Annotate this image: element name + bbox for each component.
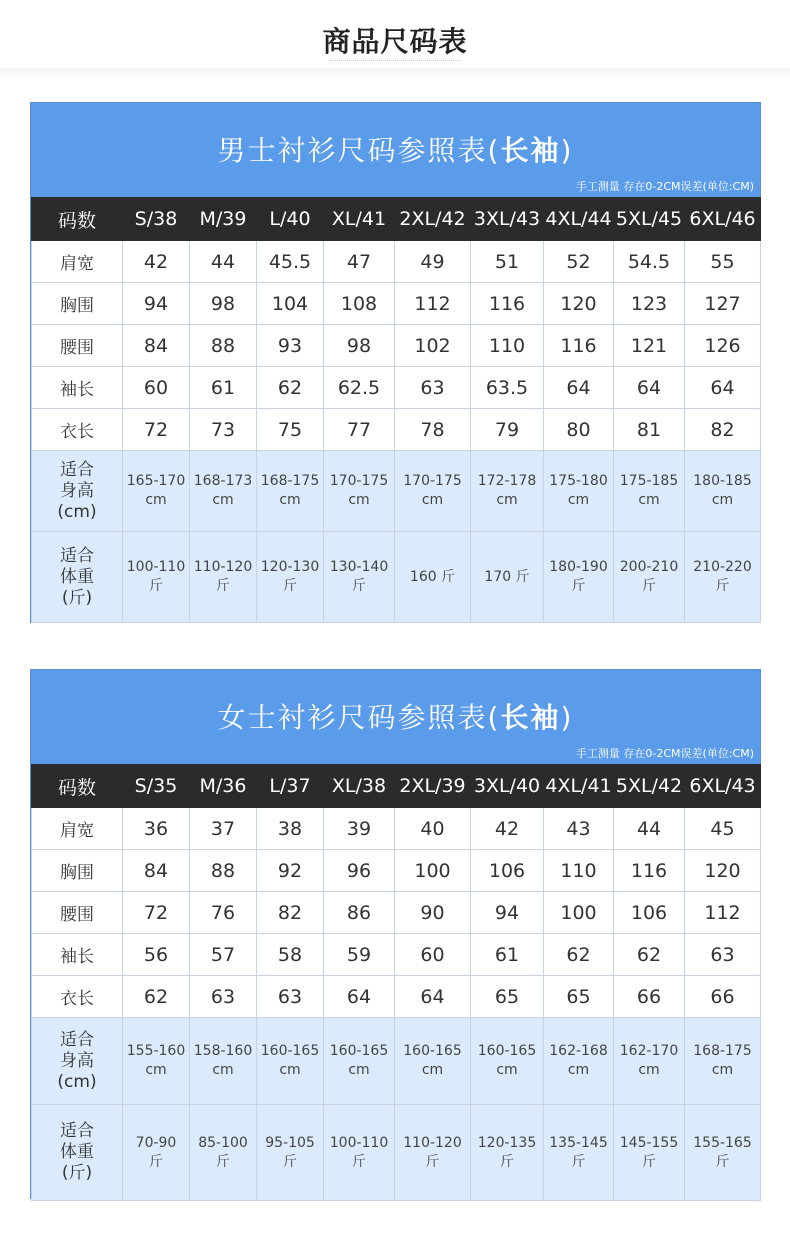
measurement-value: 94 xyxy=(471,892,544,934)
weight-range-value-line: 斤 xyxy=(715,578,730,594)
size-header-cell: XL/38 xyxy=(324,765,395,808)
measurement-value: 82 xyxy=(257,892,324,934)
women-size-table xyxy=(31,764,761,1201)
height-range-value xyxy=(324,451,395,532)
height-range-value xyxy=(544,451,614,532)
measurement-value: 40 xyxy=(395,808,471,850)
height-range-value-line: 175-180 xyxy=(549,473,608,489)
height-range-value-line: 168-175 xyxy=(260,473,320,489)
height-range-value xyxy=(685,1018,761,1105)
height-range-value-line: 155-160 xyxy=(126,1043,186,1059)
height-range-value xyxy=(395,1018,471,1105)
size-header-cell: 4XL/44 xyxy=(544,198,614,241)
height-range-value-line: cm xyxy=(496,1062,518,1078)
weight-range-value-line: 70-90 xyxy=(135,1134,177,1151)
measurement-value: 96 xyxy=(324,850,395,892)
height-range-value-line: 165-170 xyxy=(126,473,186,489)
weight-range-value xyxy=(685,532,761,623)
weight-range-value xyxy=(544,1105,614,1201)
height-range-value-line: cm xyxy=(279,492,301,508)
measurement-value: 72 xyxy=(123,409,190,451)
measurement-value: 47 xyxy=(324,241,395,283)
measurement-row xyxy=(32,325,761,367)
height-range-value-line: cm xyxy=(212,492,234,508)
height-range-value xyxy=(190,1018,257,1105)
measurement-value: 90 xyxy=(395,892,471,934)
size-header-cell: 3XL/40 xyxy=(471,765,544,808)
measurement-value: 92 xyxy=(257,850,324,892)
measurement-value: 55 xyxy=(685,241,761,283)
weight-range-value xyxy=(614,532,685,623)
measurement-value: 63 xyxy=(257,976,324,1018)
men-size-table xyxy=(31,197,761,623)
weight-range-value-line: 斤 xyxy=(283,578,297,594)
weight-range-value-line: 210-220 xyxy=(693,559,752,575)
measurement-label: 袖长 xyxy=(32,367,123,409)
measurement-value: 38 xyxy=(257,808,324,850)
measurement-value: 75 xyxy=(257,409,324,451)
weight-range-value-line: 200-210 xyxy=(619,559,679,575)
measurement-value: 65 xyxy=(544,976,614,1018)
measurement-value: 63.5 xyxy=(471,367,544,409)
weight-range-value xyxy=(123,532,190,623)
height-range-row xyxy=(32,1018,761,1105)
height-range-value-line: cm xyxy=(711,1062,734,1078)
measurement-value: 64 xyxy=(614,367,685,409)
height-range-value-line: 160-165 xyxy=(477,1043,537,1059)
weight-range-value-line: 180-190 xyxy=(549,559,608,575)
measurement-value: 60 xyxy=(395,934,471,976)
weight-range-label-line: 适合 xyxy=(60,1121,94,1141)
weight-range-value-line: 斤 xyxy=(425,1153,440,1170)
height-range-value-line: 160-165 xyxy=(260,1043,320,1059)
size-header-cell: L/40 xyxy=(257,198,324,241)
measurement-value: 43 xyxy=(544,808,614,850)
men-chart-banner xyxy=(31,103,760,197)
measurement-value: 52 xyxy=(544,241,614,283)
height-range-value-line: cm xyxy=(145,1062,167,1078)
measurement-value: 66 xyxy=(685,976,761,1018)
size-header-cell: S/38 xyxy=(123,198,190,241)
measurement-value: 54.5 xyxy=(614,241,685,283)
measurement-value: 100 xyxy=(395,850,471,892)
measurement-value: 60 xyxy=(123,367,190,409)
measurement-value: 65 xyxy=(471,976,544,1018)
measurement-value: 64 xyxy=(544,367,614,409)
measurement-value: 44 xyxy=(614,808,685,850)
measurement-value: 116 xyxy=(471,283,544,325)
height-range-label-line: (cm) xyxy=(57,501,97,522)
weight-range-value-line: 斤 xyxy=(352,578,366,594)
measurement-value: 63 xyxy=(395,367,471,409)
height-range-value-line: cm xyxy=(212,1062,234,1078)
size-header-label: 码数 xyxy=(32,198,123,241)
measurement-value: 93 xyxy=(257,325,324,367)
weight-range-value xyxy=(324,532,395,623)
measurement-value: 110 xyxy=(544,850,614,892)
size-header-cell: S/35 xyxy=(123,765,190,808)
measurement-value: 61 xyxy=(190,367,257,409)
men-chart-title xyxy=(31,129,760,169)
weight-range-value-line: 斤 xyxy=(642,1153,656,1170)
weight-range-label-line: (斤) xyxy=(61,1163,93,1183)
measurement-value: 77 xyxy=(324,409,395,451)
measurement-value: 66 xyxy=(614,976,685,1018)
size-header-label: 码数 xyxy=(32,765,123,808)
height-range-value-line: cm xyxy=(496,492,518,508)
measurement-value: 104 xyxy=(257,283,324,325)
height-range-value-line: cm xyxy=(421,492,444,508)
weight-range-value xyxy=(471,532,544,623)
measurement-value: 62 xyxy=(614,934,685,976)
title-fade xyxy=(0,68,790,82)
height-range-value-line: cm xyxy=(348,1062,370,1078)
measurement-value: 72 xyxy=(123,892,190,934)
weight-range-value xyxy=(395,532,471,623)
measurement-value: 116 xyxy=(544,325,614,367)
measurement-label: 腰围 xyxy=(32,325,123,367)
weight-range-value-line: 85-100 xyxy=(198,1134,248,1151)
measurement-value: 98 xyxy=(190,283,257,325)
height-range-value-line: 180-185 xyxy=(693,473,752,489)
weight-range-value xyxy=(471,1105,544,1201)
height-range-value xyxy=(471,451,544,532)
height-range-value xyxy=(544,1018,614,1105)
women-size-chart xyxy=(30,669,761,1199)
size-header-row xyxy=(32,765,761,808)
measurement-row xyxy=(32,976,761,1018)
weight-range-value-line: 120-130 xyxy=(260,559,320,575)
measurement-value: 84 xyxy=(123,850,190,892)
height-range-value-line: cm xyxy=(638,492,660,508)
height-range-value-line: cm xyxy=(711,492,734,508)
women-chart-title-bold: 长袖 xyxy=(500,701,561,734)
height-range-value-line: 168-173 xyxy=(193,473,253,489)
measurement-value: 63 xyxy=(685,934,761,976)
measurement-value: 42 xyxy=(471,808,544,850)
size-header-cell: XL/41 xyxy=(324,198,395,241)
height-range-value xyxy=(123,451,190,532)
weight-range-value xyxy=(190,1105,257,1201)
women-chart-title-end: ) xyxy=(560,701,574,734)
measurement-value: 120 xyxy=(544,283,614,325)
size-header-cell: 5XL/45 xyxy=(614,198,685,241)
weight-range-value-line: 斤 xyxy=(571,1153,586,1170)
measurement-value: 42 xyxy=(123,241,190,283)
weight-range-value-line: 110-120 xyxy=(193,559,253,575)
measurement-value: 36 xyxy=(123,808,190,850)
height-range-value-line: 160-165 xyxy=(403,1043,462,1059)
height-range-label xyxy=(32,451,123,532)
women-chart-title-main: 女士衬衫尺码参照表( xyxy=(217,701,501,734)
page-title: 商品尺码表 xyxy=(322,25,468,58)
measurement-label: 衣长 xyxy=(32,409,123,451)
measurement-value: 116 xyxy=(614,850,685,892)
height-range-row xyxy=(32,451,761,532)
size-header-cell: M/39 xyxy=(190,198,257,241)
height-range-value-line: cm xyxy=(567,1062,590,1078)
measurement-value: 62.5 xyxy=(324,367,395,409)
measurement-value: 64 xyxy=(685,367,761,409)
measurement-value: 63 xyxy=(190,976,257,1018)
measurement-value: 73 xyxy=(190,409,257,451)
measurement-label: 胸围 xyxy=(32,283,123,325)
size-header-cell: 2XL/42 xyxy=(395,198,471,241)
measurement-value: 61 xyxy=(471,934,544,976)
size-header-cell: 4XL/41 xyxy=(544,765,614,808)
measurement-value: 100 xyxy=(544,892,614,934)
measurement-value: 56 xyxy=(123,934,190,976)
measurement-value: 127 xyxy=(685,283,761,325)
height-range-value-line: 170-175 xyxy=(403,473,462,489)
measurement-value: 44 xyxy=(190,241,257,283)
weight-range-label-line: 适合 xyxy=(60,545,94,566)
measurement-label: 衣长 xyxy=(32,976,123,1018)
weight-range-value-line: 斤 xyxy=(283,1153,297,1170)
height-range-value-line: 168-175 xyxy=(693,1043,752,1059)
height-range-label xyxy=(32,1018,123,1105)
measurement-value: 110 xyxy=(471,325,544,367)
measurement-value: 126 xyxy=(685,325,761,367)
weight-range-value xyxy=(324,1105,395,1201)
height-range-value-line: 170-175 xyxy=(329,473,389,489)
measurement-row xyxy=(32,850,761,892)
weight-range-value-line: 100-110 xyxy=(329,1134,389,1151)
measurement-row xyxy=(32,283,761,325)
weight-range-value xyxy=(190,532,257,623)
weight-range-value xyxy=(614,1105,685,1201)
height-range-label-line: (cm) xyxy=(57,1071,97,1092)
weight-range-label xyxy=(32,1105,123,1201)
weight-range-row xyxy=(32,1105,761,1201)
measurement-row xyxy=(32,241,761,283)
height-range-label-line: 身高 xyxy=(60,1050,94,1071)
weight-range-value-line: 斤 xyxy=(149,1153,163,1170)
weight-range-label xyxy=(32,532,123,623)
measurement-value: 106 xyxy=(614,892,685,934)
height-range-label-line: 适合 xyxy=(60,459,94,480)
size-header-cell: 2XL/39 xyxy=(395,765,471,808)
measurement-label: 肩宽 xyxy=(32,241,123,283)
weight-range-value-line: 斤 xyxy=(352,1153,366,1170)
women-chart-banner xyxy=(31,670,760,764)
weight-range-value-line: 120-135 xyxy=(477,1134,537,1151)
measurement-value: 108 xyxy=(324,283,395,325)
weight-range-value-line: 135-145 xyxy=(549,1134,608,1151)
measurement-value: 37 xyxy=(190,808,257,850)
measurement-value: 49 xyxy=(395,241,471,283)
weight-range-label-line: (斤) xyxy=(61,587,93,608)
measurement-value: 62 xyxy=(544,934,614,976)
height-range-label-line: 身高 xyxy=(60,480,94,501)
measurement-value: 39 xyxy=(324,808,395,850)
measurement-value: 88 xyxy=(190,325,257,367)
measurement-label: 袖长 xyxy=(32,934,123,976)
measurement-label: 胸围 xyxy=(32,850,123,892)
weight-range-value-line: 斤 xyxy=(500,1153,514,1170)
height-range-value xyxy=(685,451,761,532)
height-range-value-line: 162-170 xyxy=(619,1043,679,1059)
weight-range-row xyxy=(32,532,761,623)
measurement-value: 120 xyxy=(685,850,761,892)
weight-range-value-line: 斤 xyxy=(149,578,163,594)
measurement-value: 94 xyxy=(123,283,190,325)
weight-range-value-line: 斤 xyxy=(216,1153,230,1170)
measurement-value: 102 xyxy=(395,325,471,367)
measurement-value: 79 xyxy=(471,409,544,451)
men-chart-title-end: ) xyxy=(560,134,574,167)
height-range-value-line: cm xyxy=(145,492,167,508)
measurement-value: 76 xyxy=(190,892,257,934)
weight-range-value-line: 斤 xyxy=(642,578,656,594)
weight-range-value-line: 130-140 xyxy=(329,559,389,575)
measurement-label: 腰围 xyxy=(32,892,123,934)
weight-range-value-line: 斤 xyxy=(715,1153,730,1170)
height-range-value xyxy=(123,1018,190,1105)
men-chart-note: 手工测量 存在0-2CM误差(单位:CM) xyxy=(575,180,754,193)
measurement-value: 59 xyxy=(324,934,395,976)
height-range-value xyxy=(614,451,685,532)
height-range-value xyxy=(190,451,257,532)
weight-range-value-line: 斤 xyxy=(571,578,586,594)
measurement-value: 57 xyxy=(190,934,257,976)
measurement-value: 106 xyxy=(471,850,544,892)
measurement-value: 64 xyxy=(324,976,395,1018)
measurement-value: 51 xyxy=(471,241,544,283)
weight-range-value-line: 155-165 xyxy=(693,1134,752,1151)
height-range-value-line: 172-178 xyxy=(477,473,537,489)
height-range-value-line: cm xyxy=(638,1062,660,1078)
measurement-value: 62 xyxy=(123,976,190,1018)
height-range-value-line: cm xyxy=(567,492,590,508)
weight-range-value xyxy=(395,1105,471,1201)
measurement-value: 121 xyxy=(614,325,685,367)
measurement-row xyxy=(32,892,761,934)
men-chart-title-main: 男士衬衫尺码参照表( xyxy=(217,134,501,167)
weight-range-value xyxy=(685,1105,761,1201)
height-range-value-line: cm xyxy=(421,1062,444,1078)
women-chart-title xyxy=(31,696,760,736)
size-header-cell: L/37 xyxy=(257,765,324,808)
height-range-value xyxy=(614,1018,685,1105)
men-size-chart xyxy=(30,102,761,623)
measurement-value: 112 xyxy=(395,283,471,325)
title-underline xyxy=(330,60,460,62)
size-header-cell: 6XL/46 xyxy=(685,198,761,241)
size-header-cell: 6XL/43 xyxy=(685,765,761,808)
weight-range-value-line: 100-110 xyxy=(126,559,186,575)
measurement-value: 80 xyxy=(544,409,614,451)
weight-range-value xyxy=(544,532,614,623)
measurement-value: 88 xyxy=(190,850,257,892)
measurement-value: 62 xyxy=(257,367,324,409)
weight-range-value xyxy=(257,1105,324,1201)
measurement-row xyxy=(32,808,761,850)
measurement-value: 82 xyxy=(685,409,761,451)
measurement-row xyxy=(32,409,761,451)
measurement-label: 肩宽 xyxy=(32,808,123,850)
height-range-value-line: 160-165 xyxy=(329,1043,389,1059)
height-range-value xyxy=(324,1018,395,1105)
measurement-value: 58 xyxy=(257,934,324,976)
height-range-value-line: cm xyxy=(279,1062,301,1078)
men-chart-title-bold: 长袖 xyxy=(500,134,561,167)
height-range-value xyxy=(257,1018,324,1105)
measurement-value: 64 xyxy=(395,976,471,1018)
measurement-value: 123 xyxy=(614,283,685,325)
weight-range-value-line: 170 斤 xyxy=(484,568,530,585)
weight-range-value-line: 110-120 xyxy=(403,1134,462,1151)
weight-range-value-line: 斤 xyxy=(216,578,230,594)
measurement-value: 45.5 xyxy=(257,241,324,283)
measurement-value: 98 xyxy=(324,325,395,367)
measurement-row xyxy=(32,367,761,409)
measurement-value: 86 xyxy=(324,892,395,934)
height-range-label-line: 适合 xyxy=(60,1029,94,1050)
size-header-cell: M/36 xyxy=(190,765,257,808)
weight-range-label-line: 体重 xyxy=(60,1142,94,1162)
weight-range-value xyxy=(123,1105,190,1201)
measurement-value: 45 xyxy=(685,808,761,850)
height-range-value-line: 162-168 xyxy=(549,1043,608,1059)
women-chart-note: 手工测量 存在0-2CM误差(单位:CM) xyxy=(575,747,754,760)
weight-range-value-line: 95-105 xyxy=(265,1134,315,1151)
height-range-value xyxy=(257,451,324,532)
weight-range-value-line: 160 斤 xyxy=(409,568,456,585)
size-header-cell: 5XL/42 xyxy=(614,765,685,808)
height-range-value xyxy=(471,1018,544,1105)
height-range-value-line: 175-185 xyxy=(619,473,679,489)
weight-range-label-line: 体重 xyxy=(60,566,94,587)
height-range-value xyxy=(395,451,471,532)
measurement-value: 78 xyxy=(395,409,471,451)
measurement-value: 112 xyxy=(685,892,761,934)
size-header-cell: 3XL/43 xyxy=(471,198,544,241)
weight-range-value xyxy=(257,532,324,623)
height-range-value-line: 158-160 xyxy=(193,1043,253,1059)
size-header-row xyxy=(32,198,761,241)
weight-range-value-line: 145-155 xyxy=(619,1134,679,1151)
measurement-value: 81 xyxy=(614,409,685,451)
measurement-value: 84 xyxy=(123,325,190,367)
height-range-value-line: cm xyxy=(348,492,370,508)
measurement-row xyxy=(32,934,761,976)
